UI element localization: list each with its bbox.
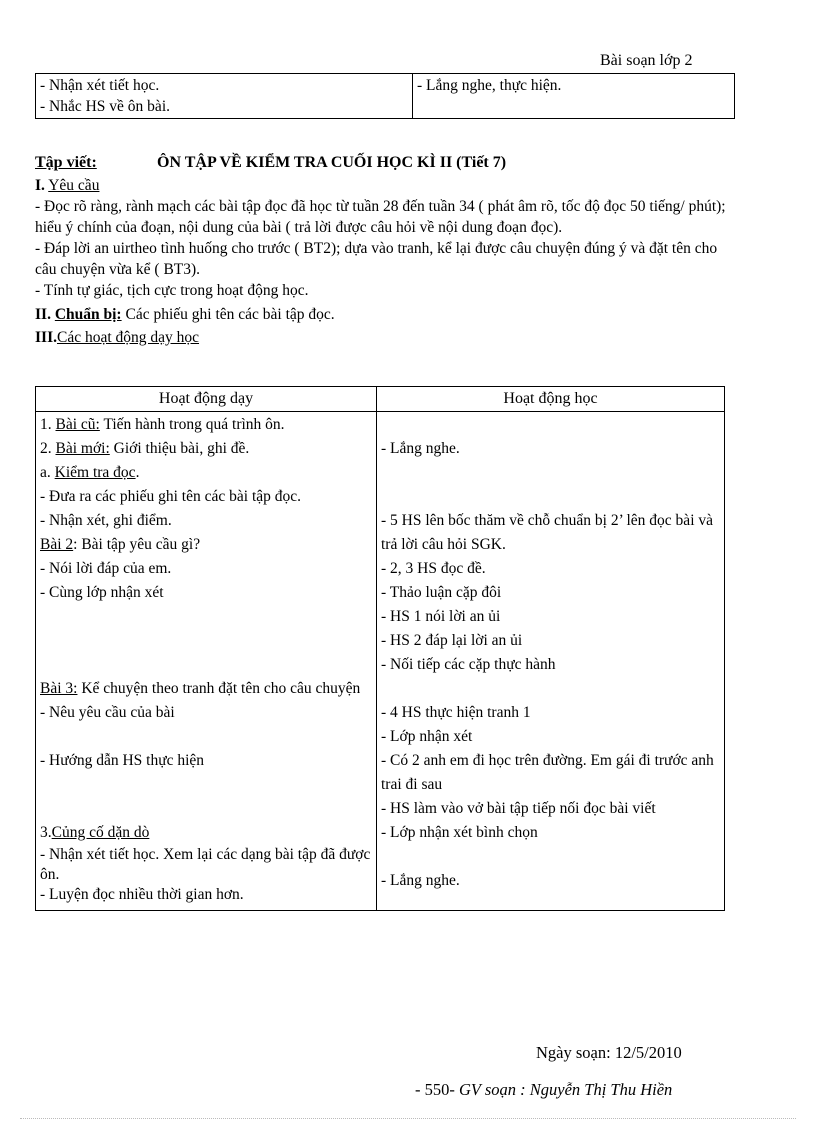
section-requirements-heading <box>35 175 735 196</box>
section-label: Các hoạt động dạy học <box>56 329 200 346</box>
requirement-item: - Tính tự giác, tịch cực trong hoạt động học. <box>35 282 309 299</box>
teacher-line: - Hướng dẫn HS thực hiện <box>40 752 205 769</box>
section-label: Chuẩn bị: <box>54 306 122 323</box>
table-header-row <box>36 387 725 412</box>
student-line: - Lắng nghe. <box>381 872 460 889</box>
lesson-title: ÔN TẬP VỀ KIỂM TRA CUỐI HỌC KÌ II (Tiết 7) <box>157 154 507 171</box>
student-line: - Có 2 anh em đi học trên đường. Em gái đi trước anh trai đi sau <box>381 752 714 793</box>
student-line: - HS làm vào vở bài tập tiếp nối đọc bài viết <box>381 800 656 817</box>
student-line: - Thảo luận cặp đôi <box>381 584 502 601</box>
student-activities-cell <box>377 412 725 911</box>
teacher-line: - Cùng lớp nhận xét <box>40 584 164 601</box>
teacher-line: a. Kiểm tra đọc. <box>40 464 140 481</box>
section-number: II. <box>35 306 51 323</box>
lesson-section <box>35 152 735 348</box>
student-line: - Lớp nhận xét bình chọn <box>381 824 538 841</box>
student-line: - HS 2 đáp lại lời an ủi <box>381 632 523 649</box>
activities-table <box>35 386 725 911</box>
section-preparation <box>35 304 735 325</box>
author-name: GV soạn : Nguyễn Thị Thu Hiền <box>459 1080 673 1099</box>
teacher-line: 2. Bài mới: Giới thiệu bài, ghi đề. <box>40 440 250 457</box>
top-table-right-cell <box>413 74 735 119</box>
col-header-teacher: Hoạt động dạy <box>36 387 377 412</box>
top-left-line: - Nhắc HS về ôn bài. <box>40 98 170 115</box>
section-number: I. <box>35 177 45 194</box>
student-line: - Lắng nghe. <box>381 440 460 457</box>
top-table-left-cell <box>36 74 413 119</box>
teacher-line: Bài 2: Bài tập yêu cầu gì? <box>40 536 201 553</box>
teacher-line: - Đưa ra các phiếu ghi tên các bài tập đọc. <box>40 488 302 505</box>
teacher-line: - Nêu yêu cầu của bài <box>40 704 175 721</box>
teacher-line: Bài 3: Kể chuyện theo tranh đặt tên cho câu chuyện <box>40 680 361 697</box>
teacher-line: - Nói lời đáp của em. <box>40 560 172 577</box>
lesson-subject: Tập viết: <box>35 154 97 171</box>
requirement-item: - Đáp lời an uirtheo tình huống cho trước ( BT2); dựa vào tranh, kể lại được câu chuyện đúng ý và đặt tên cho câu chuyện vừa kể ( BT3). <box>35 240 718 278</box>
lesson-title-line <box>35 152 735 173</box>
student-line: - HS 1 nói lời an ủi <box>381 608 501 625</box>
footer-author-line <box>415 1080 672 1100</box>
section-number: III. <box>35 329 57 346</box>
page-number: - 550- <box>415 1080 459 1099</box>
requirement-item: - Đọc rõ ràng, rành mạch các bài tập đọc đã học từ tuần 28 đến tuần 34 ( phát âm rõ, tốc độ đọc 50 tiếng/ phút); hiểu ý chính của đoạn, nội dung của bài ( trả lời được câu hỏi về nội dung đoạn đọc). <box>35 198 726 236</box>
col-header-student: Hoạt động học <box>377 387 725 412</box>
teacher-line: 1. Bài cũ: Tiến hành trong quá trình ôn. <box>40 416 285 433</box>
top-left-line: - Nhận xét tiết học. <box>40 77 160 94</box>
teacher-line: - Nhận xét tiết học. Xem lại các dạng bài tập đã được ôn. <box>40 846 371 883</box>
preparation-text: Các phiếu ghi tên các bài tập đọc. <box>125 306 335 323</box>
top-right-line: - Lắng nghe, thực hiện. <box>417 77 562 94</box>
student-line: - Nối tiếp các cặp thực hành <box>381 656 556 673</box>
table-row <box>36 412 725 911</box>
footer-divider <box>20 1118 796 1119</box>
student-line: - Lớp nhận xét <box>381 728 473 745</box>
student-line: - 2, 3 HS đọc đề. <box>381 560 486 577</box>
top-table <box>35 73 735 119</box>
page-header: Bài soạn lớp 2 <box>600 52 693 69</box>
teacher-line: 3.Củng cố dặn dò <box>40 824 150 841</box>
section-activities-heading <box>35 327 735 348</box>
section-label: Yêu cầu <box>48 177 100 194</box>
student-line: - 5 HS lên bốc thăm về chỗ chuẩn bị 2’ lên đọc bài và trả lời câu hỏi SGK. <box>381 512 714 553</box>
teacher-line: - Nhận xét, ghi điểm. <box>40 512 172 529</box>
student-line: - 4 HS thực hiện tranh 1 <box>381 704 531 721</box>
teacher-activities-cell <box>36 412 377 911</box>
teacher-line: - Luyện đọc nhiều thời gian hơn. <box>40 886 244 903</box>
footer-date: Ngày soạn: 12/5/2010 <box>536 1043 682 1062</box>
